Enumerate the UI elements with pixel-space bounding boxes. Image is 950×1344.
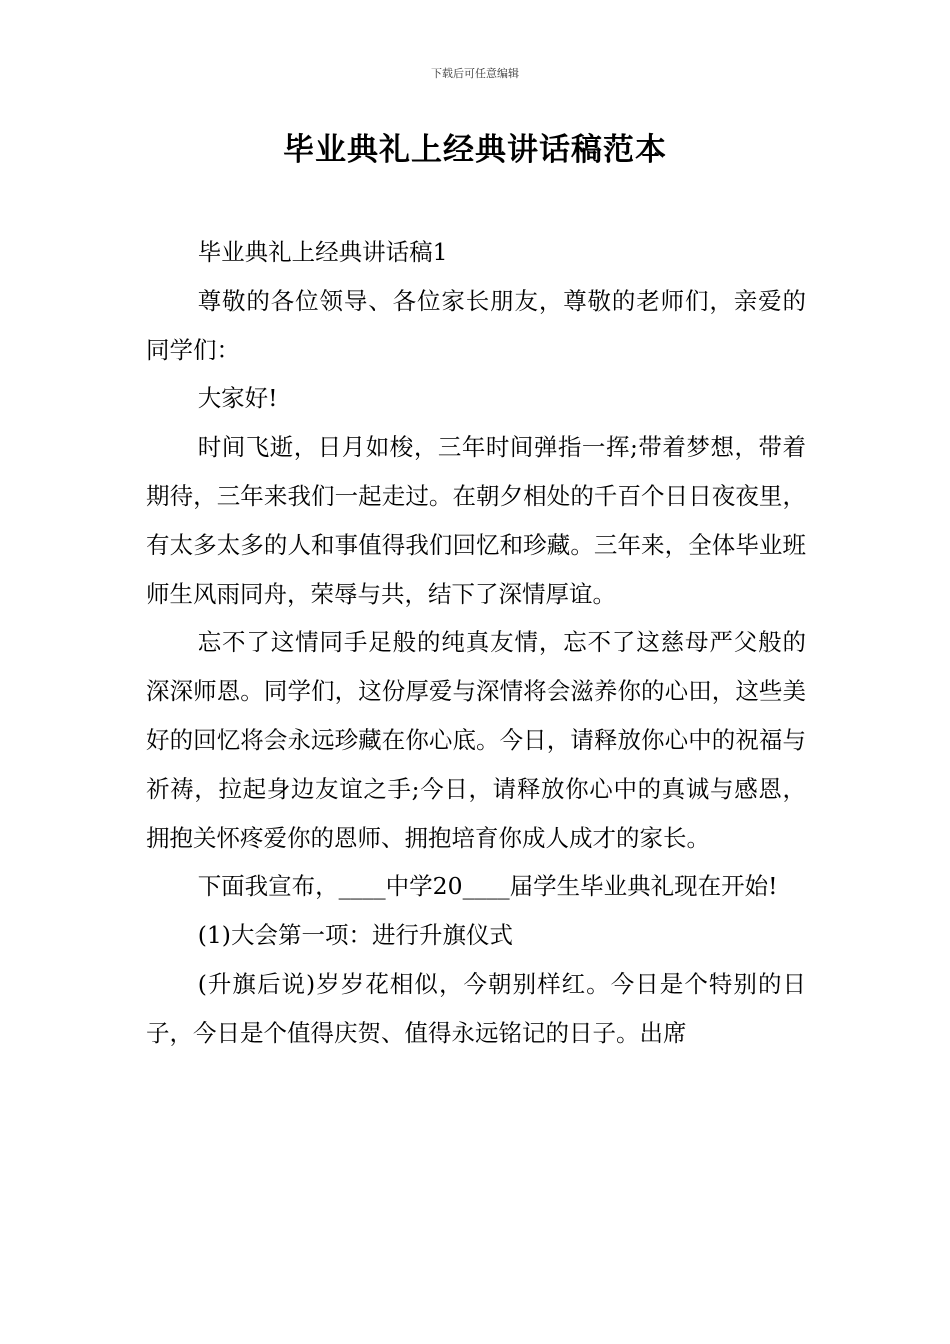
- body-paragraph: 时间飞逝，日月如梭，三年时间弹指一挥;带着梦想，带着期待，三年来我们一起走过。在朝夕相处的千百个日日夜夜里，有太多太多的人和事值得我们回忆和珍藏。三年来，全体毕业班师生风雨同舟，荣辱与共，结下了深情厚谊。: [146, 433, 806, 608]
- body-paragraph: (升旗后说)岁岁花相似，今朝别样红。今日是个特别的日子，今日是个值得庆贺、值得永远铭记的日子。出席: [146, 969, 806, 1047]
- salutation-paragraph: 尊敬的各位领导、各位家长朋友，尊敬的老师们，亲爱的同学们：: [146, 286, 806, 364]
- greeting-paragraph: 大家好!: [197, 384, 278, 413]
- page-header-note: 下载后可任意编辑: [431, 67, 519, 80]
- document-body: [146, 228, 806, 1058]
- agenda-item-paragraph: (1)大会第一项：进行升旗仪式: [197, 921, 513, 950]
- body-paragraph: 忘不了这情同手足般的纯真友情，忘不了这慈母严父般的深深师恩。同学们，这份厚爱与深情将会滋养你的心田，这些美好的回忆将会永远珍藏在你心底。今日，请释放你心中的祝福与祈祷，拉起身边友谊之手;今日，请释放你心中的真诚与感恩，拥抱关怀疼爱你的恩师、拥抱培育你成人成才的家长。: [146, 628, 806, 852]
- announcement-paragraph: 下面我宣布，____中学20____届学生毕业典礼现在开始!: [197, 872, 778, 901]
- document-title: 毕业典礼上经典讲话稿范本: [283, 132, 667, 168]
- subtitle-paragraph: 毕业典礼上经典讲话稿1: [197, 238, 448, 266]
